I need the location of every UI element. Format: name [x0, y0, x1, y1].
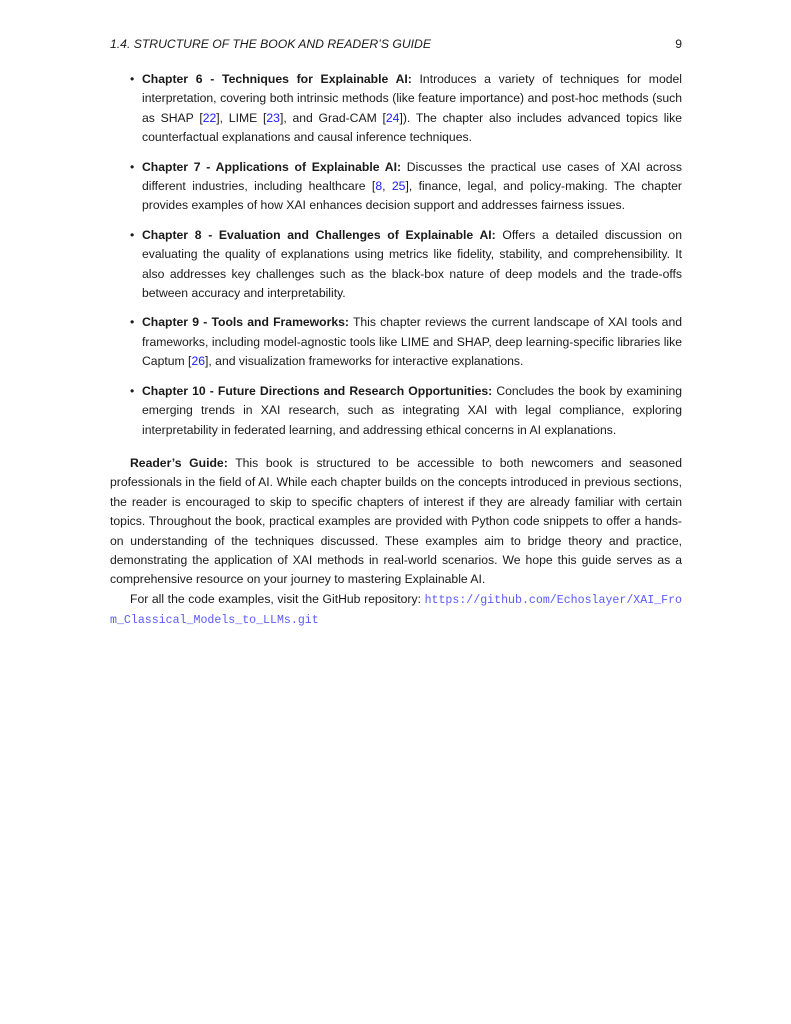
chapter-list: [110, 70, 682, 440]
chapter-item-6: [110, 70, 682, 148]
chapter-title: Chapter 10 - Future Directions and Research Opportunities:: [142, 383, 493, 398]
code-examples-text: For all the code examples, visit the GitHub repository:: [130, 591, 425, 606]
chapter-title: Chapter 9 - Tools and Frameworks:: [142, 315, 349, 330]
citation-link[interactable]: 23: [266, 110, 280, 125]
chapter-item-10: [110, 382, 682, 440]
chapter-title: Chapter 8 - Evaluation and Challenges of Explainable AI:: [142, 227, 496, 242]
chapter-item-7: [110, 158, 682, 216]
readers-guide-text: This book is structured to be accessible to both newcomers and seasoned professionals in the field of AI. While each chapter builds on the concepts introduced in previous sections, the reader is encouraged to skip to specific chapters of interest if they are already familiar with certain topics. Throughout the book, practical examples are provided with Python code snippets to offer a hands-on understanding of the techniques discussed. These examples aim to bridge theory and practice, demonstrating the application of XAI methods in real-world scenarios. We hope this guide serves as a comprehensive resource on your journey to mastering Explainable AI.: [110, 455, 682, 587]
chapter-text: Introduces a variety of techniques for model interpretation, covering both intrinsic methods (like feature importance) and post-hoc methods (such as SHAP [: [142, 72, 682, 125]
chapter-text: ], and visualization frameworks for interactive explanations.: [205, 354, 524, 369]
section-title: 1.4. STRUCTURE OF THE BOOK AND READER’S GUIDE: [110, 37, 431, 51]
code-examples-paragraph: [110, 590, 682, 631]
chapter-text: This chapter reviews the current landscape of XAI tools and frameworks, including model-agnostic tools like LIME and SHAP, deep learning-specific libraries like Captum [: [142, 315, 682, 369]
bullet-icon: •: [130, 383, 135, 398]
chapter-item-8: [110, 226, 682, 304]
bullet-icon: •: [130, 72, 135, 86]
chapter-text: Offers a detailed discussion on evaluating the quality of explanations using metrics like fidelity, stability, and comprehensibility. It also addresses key challenges such as the black-box nature of deep models and the trade-offs between accuracy and interpretability.: [142, 227, 682, 301]
citation-link[interactable]: 22: [202, 110, 217, 125]
page-body: [110, 70, 682, 631]
chapter-text: Discusses the practical use cases of XAI across different industries, including healthcare [: [142, 159, 682, 194]
chapter-text: ]). The chapter also includes advanced topics like counterfactual explanations and causal inference techniques.: [142, 110, 682, 145]
citation-link[interactable]: 8: [375, 179, 383, 194]
chapter-title: Chapter 7 - Applications of Explainable AI:: [142, 159, 402, 174]
chapter-text: ], LIME [: [216, 110, 267, 125]
github-repo-link[interactable]: https://github.com/Echoslayer/XAI_From_Classical_Models_to_LLMs.git: [110, 593, 682, 628]
citation-link[interactable]: 25: [391, 179, 406, 194]
chapter-text: ], finance, legal, and policy-making. The chapter provides examples of how XAI enhances decision support and addresses fairness issues.: [142, 179, 682, 213]
chapter-text: ,: [382, 179, 392, 194]
page-number: 9: [675, 37, 682, 51]
citation-link[interactable]: 24: [385, 110, 400, 125]
chapter-item-9: [110, 313, 682, 371]
bullet-icon: •: [130, 227, 135, 242]
readers-guide-label: Reader’s Guide:: [130, 455, 228, 470]
chapter-text: Concludes the book by examining emerging trends in XAI research, such as integrating XAI with legal compliance, exploring interpretability in federated learning, and addressing ethical concerns in AI explanations.: [142, 383, 683, 437]
running-header: [110, 37, 682, 55]
bullet-icon: •: [130, 159, 135, 174]
chapter-text: ], and Grad-CAM [: [279, 110, 386, 125]
bullet-icon: •: [130, 315, 135, 330]
readers-guide-paragraph: [110, 454, 682, 590]
citation-link[interactable]: 26: [191, 354, 206, 369]
chapter-title: Chapter 6 - Techniques for Explainable AI:: [142, 72, 412, 86]
